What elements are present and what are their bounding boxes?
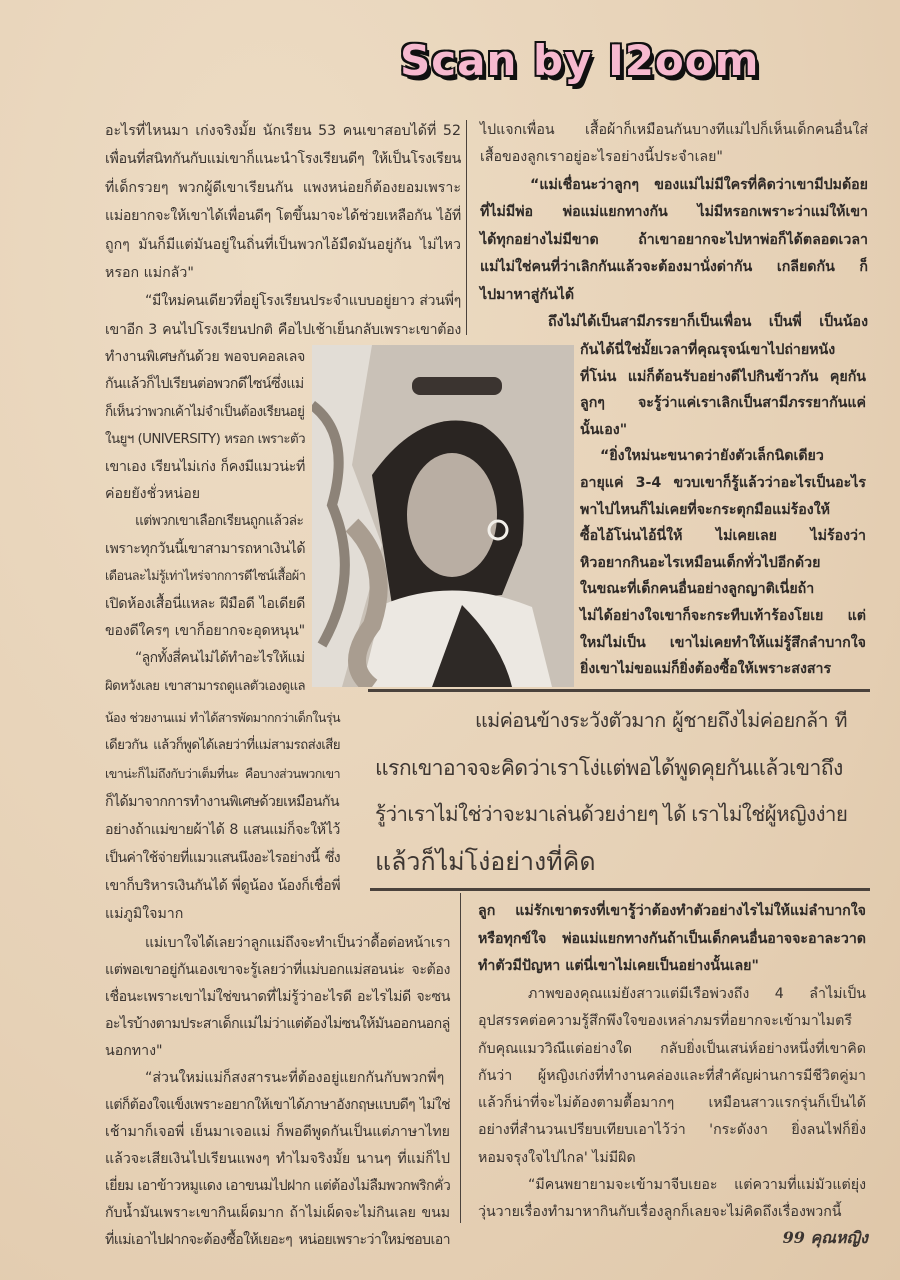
text-line: ในขณะที่เด็กคนอื่นอย่างลูกญาติเนี่ยถ้า (580, 581, 815, 598)
text-line: ภาพของคุณแม่ยังสาวแต่มีเรือพ่วงถึง 4 ลำไม่เป็น (528, 986, 866, 1002)
text-line: ยิ่งเขาไม่ขอแม่ก็ยิ่งต้องซื้อให้เพราะสงสาร (580, 661, 832, 678)
text-line: ลูก แม่รักเขาตรงที่เขารู้ว่าต้องทำตัวอย่างไรไม่ให้แม่ลำบากใจ (478, 903, 866, 919)
page-number: 99 (782, 1228, 805, 1247)
text-line: อุปสรรคต่อความรู้สึกพึงใจของเหล่าภมรที่อยากจะเข้ามาไมตรี (478, 1013, 852, 1030)
text-line: เขาก็บริหารเงินกันได้ พี่ดูน้อง น้องก็เชื่อพี่ (105, 878, 341, 894)
text-line: ค่อยยังชั่วหน่อย (105, 485, 201, 502)
text-line: วุ่นวายเรื่องทำมาหากินกับเรื่องลูกก็เลยจะไม่คิดถึงเรื่องพวกนี้ (478, 1204, 842, 1221)
portrait-photo (312, 345, 574, 687)
text-line: อะไรบ้างตามประสาเด็กแม่ไม่ว่าแต่ต้องไม่ซนให้มันออกนอกลู่ (105, 1016, 450, 1032)
text-line: ไปมาหาสู่กันได้ (480, 286, 575, 303)
scan-watermark: Scan by I2oom (400, 36, 760, 85)
text-line: น้อง ช่วยงานแม่ ทำได้สารพัดมากกว่าเด็กในรุ่น (105, 710, 340, 725)
text-line: ถึงไม่ได้เป็นสามีภรรยาก็เป็นเพื่อน เป็นพี่ เป็นน้อง (548, 313, 868, 330)
pull-quote-top-rule (368, 689, 870, 692)
text-line: เปิดห้องเสื้อนี่แหละ ฝีมือดี ไอเดียดี (105, 595, 305, 612)
text-line: กับคุณแมววิณีแต่อย่างใด กลับยิ่งเป็นเสน่ห์อย่างหนึ่งที่เขาคิด (478, 1040, 866, 1057)
pull-quote (375, 697, 847, 885)
column-divider-bottom (460, 893, 461, 1223)
text-line: แต่พวกเขาเลือกเรียนถูกแล้วล่ะ (135, 513, 304, 530)
column1-beside-photo-text (105, 344, 305, 700)
column2-beside-photo-text (580, 337, 866, 683)
text-line: “ลูกทั้งสี่คนไม่ได้ทำอะไรให้แม่ (135, 650, 305, 667)
pull-quote-bottom-rule (370, 888, 870, 891)
text-line: “มีใหม่คนเดียวที่อยู่โรงเรียนประจำแบบอยู่ยาว ส่วนพี่ๆ (145, 293, 461, 310)
text-line: เขาเอง เรียนไม่เก่ง ก็คงมีแมวน่ะที่ (105, 458, 305, 475)
text-line: หอมจรุงใจไปไกล' ไม่มีผิด (478, 1149, 636, 1166)
column2-bottom-quote (478, 898, 866, 981)
text-line: แม่อยากจะให้เขาได้เพื่อนดีๆ โตขึ้นมาจะได้ช่วยเหลือกัน ไอ้ที่ (105, 208, 461, 225)
text-line: ก็ได้มาจากการทำงานพิเศษด้วยเหมือนกัน (105, 794, 339, 810)
text-line: ลูกๆ จะรู้ว่าแค่เราเลิกเป็นสามีภรรยากันแค่ (580, 395, 866, 412)
text-line: เสื้อของลูกเราอยู่อะไรอย่างนี้ประจำเลย" (480, 149, 723, 166)
page-footer (783, 1226, 868, 1251)
portrait-illustration (312, 345, 574, 687)
column-divider-top (466, 120, 467, 335)
text-line: “ยิ่งใหม่นะขนาดว่ายังตัวเล็กนิดเดียว (600, 448, 824, 465)
text-line: เดียวกัน แล้วก็พูดได้เลยว่าที่แม่สามรถส่งเสีย (105, 738, 340, 753)
text-line: ก็เห็นว่าพวกเค้าไม่จำเป็นต้องเรียนอยู่ (105, 403, 305, 420)
column2-top-text (480, 117, 868, 172)
text-line: แม่ไม่ใช่คนที่ว่าเลิกกันแล้วจะต้องมานั่งด่ากัน เกลียดกัน ก็ (480, 259, 868, 276)
text-line: เช้ามาก็เจอพี่ เย็นมาเจอแม่ ก็พอดีพูดกันเป็นแต่ภาษาไทย (105, 1124, 450, 1140)
text-line: อายุแค่ 3-4 ขวบเขาก็รู้แล้วว่าอะไรเป็นอะไร (580, 474, 866, 491)
text-line: อะไรที่ไหนมา เก่งจริงมั้ย นักเรียน 53 คนเขาสอบได้ที่ 52 (105, 123, 461, 139)
text-line: “มีคนพยายามจะเข้ามาจีบเยอะ แต่ความที่แม่มัวแต่ยุ่ง (528, 1177, 866, 1194)
text-line: ที่ไม่มีพ่อ พ่อแม่แยกทางกัน ไม่มีหรอกเพราะว่าแม่ให้เขา (480, 204, 868, 221)
text-line: อย่างที่สำนวนเปรียบเทียบเอาไว้ว่า 'กระดังงา ยิ่งลนไฟก็ยิ่ง (478, 1122, 866, 1139)
text-line: แม่ค่อนข้างระวังตัวมาก ผู้ชายถึงไม่ค่อยกล้า ที (475, 709, 847, 732)
text-line: ไปแจกเพื่อน เสื้อผ้าก็เหมือนกันบางทีแม่ไปก็เห็นเด็กคนอื่นใส่ (480, 122, 868, 138)
text-line: ทำตัวมีปัญหา แต่นี่เขาไม่เคยเป็นอย่างนั้นเลย" (478, 958, 759, 974)
text-line: แต่พอเขาอยู่กันเองเขาจะรู้เลยว่าที่แม่บอกแม่สอนน่ะ จะต้อง (105, 962, 450, 978)
text-line: ของดีใครๆ เขาก็อยากจะอุดหนุน" (105, 622, 305, 639)
text-line: เพราะทุกวันนี้เขาสามารถหาเงินได้ (105, 540, 306, 557)
column2-bottom-text (478, 981, 866, 1227)
text-line: รู้ว่าเราไม่ใช่ว่าจะมาเล่นด้วยง่ายๆ ได้ เราไม่ใช่ผู้หญิงง่าย (375, 802, 848, 826)
text-line: เป็นค่าใช้จ่ายที่แมวแสนนึงอะไรอย่างนี้ ซึ่ง (105, 850, 340, 866)
text-line: กับน้ำมันเพราะเขากินเผ็ดมาก ถ้าไม่เผ็ดจะไม่กินเลย ขนม (105, 1205, 450, 1221)
text-line: หรอก แม่กลัว" (105, 264, 194, 281)
text-line: กันได้นี่ใช่มั้ยเวลาที่คุณรุจน์เขาไปถ่ายหนัง (580, 342, 836, 358)
text-line: แม่ภูมิใจมาก (105, 906, 184, 922)
text-line: แล้วจะเสียเงินไปเรียนแพงๆ ทำไมจริงมั้ย นานๆ ที่แม่ก็ไป (105, 1151, 450, 1167)
text-line: นอกทาง" (105, 1043, 163, 1059)
text-line: ไม่ได้อย่างใจเขาก็จะกระทืบเท้าร้องโยเย แต่ (580, 607, 866, 624)
text-line: ที่เด็กรวยๆ พวกผู้ดีเขาเรียนกัน แพงหน่อยก็ต้องยอมเพราะ (105, 179, 461, 196)
text-line: หิวอยากกินอะไรเหมือนเด็กทั่วไปอีกด้วย (580, 554, 821, 571)
text-line: ผิดหวังเลย เขาสามารถดูแลตัวเองดูแล (105, 678, 305, 694)
text-line: ซื้อไอ้โน่นไอ้นี่ให้ ไม่เคยเลย ไม่ร้องว่า (580, 528, 866, 545)
text-line: ที่แม่เอาไปฝากจะต้องซื้อให้เยอะๆ หน่อยเพราะว่าใหม่ชอบเอา (105, 1232, 450, 1248)
text-line: แม่เบาใจได้เลยว่าลูกแม่ถึงจะทำเป็นว่าดื้อต่อหน้าเรา (145, 935, 451, 951)
text-line: เชื่อนะเพราะเขาไม่ใช่ขนาดที่ไม่รู้ว่าอะไรดี อะไรไม่ดี จะซน (105, 989, 450, 1005)
text-line: ใหม่ไม่เป็น เขาไม่เคยทำให้แม่รู้สึกลำบากใจ (580, 634, 866, 651)
text-line: ในยูฯ (UNIVERSITY) หรอก เพราะตัว (105, 432, 305, 448)
text-line: นั้นเอง" (580, 421, 628, 438)
text-line: เขาอีก 3 คนไปโรงเรียนปกติ คือไปเช้าเย็นกลับเพราะเขาต้อง (105, 321, 461, 338)
text-line: แต่ก็ต้องใจแข็งเพราะอยากให้เขาได้ภาษาอังกฤษแบบดีๆ ไม่ใช่ (105, 1097, 450, 1113)
text-line: ถูกๆ มันก็มีแต่มันอยู่ในถิ่นที่เป็นพวกไอ้มืดมันอยู่กัน ไม่ไหว (105, 236, 461, 253)
text-line: เดือนละไม่รู้เท่าไหร่จากการดีไซน์เสื้อผ้า (105, 569, 306, 585)
column1-top-text (105, 117, 461, 344)
text-line: เยี่ยม เอาข้าวหมูแดง เอาขนมไปฝาก แต่ต้องไม่ลืมพวกพริกคั่ว (105, 1178, 451, 1194)
text-line: แล้วก็น่าที่จะไม่ต้องตามตื้อมากๆ เหมือนสาวแรกรุ่นก็เป็นได้ (478, 1095, 866, 1112)
column2-quote-text (480, 172, 868, 336)
text-line: ทำงานพิเศษกันด้วย พอจบคอลเลจ (105, 349, 305, 365)
text-line: เขาน่ะก็ไม่ถึงกับว่าเต็มที่นะ คือบางส่วนพวกเขา (105, 766, 340, 781)
text-line: แล้วก็ไม่โง่อย่างที่คิด (375, 847, 596, 876)
text-line: แรกเขาอาจจะคิดว่าเราโง่แต่พอได้พูดคุยกันแล้วเขาถึง (375, 755, 843, 780)
magazine-name: คุณหญิง (810, 1228, 868, 1247)
column1-bottom-text (105, 930, 450, 1254)
text-line: เพื่อนที่สนิทกันกับแม่เขาก็แนะนำโรงเรียนดีๆ ให้เป็นโรงเรียน (105, 151, 461, 168)
column1-beside-quote-text (105, 704, 340, 928)
text-line: ได้ทุกอย่างไม่มีขาด ถ้าเขาอยากจะไปหาพ่อก็ได้ตลอดเวลา (480, 231, 868, 248)
text-line: พาไปไหนก็ไม่เคยที่จะกระตุกมือแม่ร้องให้ (580, 501, 831, 518)
text-line: กันว่า ผู้หญิงเก่งที่ทำงานคล่องและที่สำคัญผ่านการมีชีวิตคู่มา (478, 1067, 866, 1084)
text-line: “ส่วนใหม่แม่ก็สงสารนะที่ต้องอยู่แยกกันกับพวกพี่ๆ (145, 1070, 445, 1086)
text-line: อย่างถ้าแม่ขายผ้าได้ 8 แสนแม่ก็จะให้ไว้ (105, 822, 340, 838)
text-line: “แม่เชื่อนะว่าลูกๆ ของแม่ไม่มีใครที่คิดว่าเขามีปมด้อย (530, 177, 868, 193)
text-line: กันแล้วก็ไปเรียนต่อพวกดีไซน์ซึ่งแม่ (105, 376, 304, 393)
text-line: หรือทุกข์ใจ พ่อแม่แยกทางกันถ้าเป็นเด็กคนอื่นอาจจะอาละวาด (478, 930, 866, 947)
text-line: ที่โน่น แม่ก็ต้อนรับอย่างดีไปกินข้าวกัน คุยกัน (580, 368, 866, 385)
